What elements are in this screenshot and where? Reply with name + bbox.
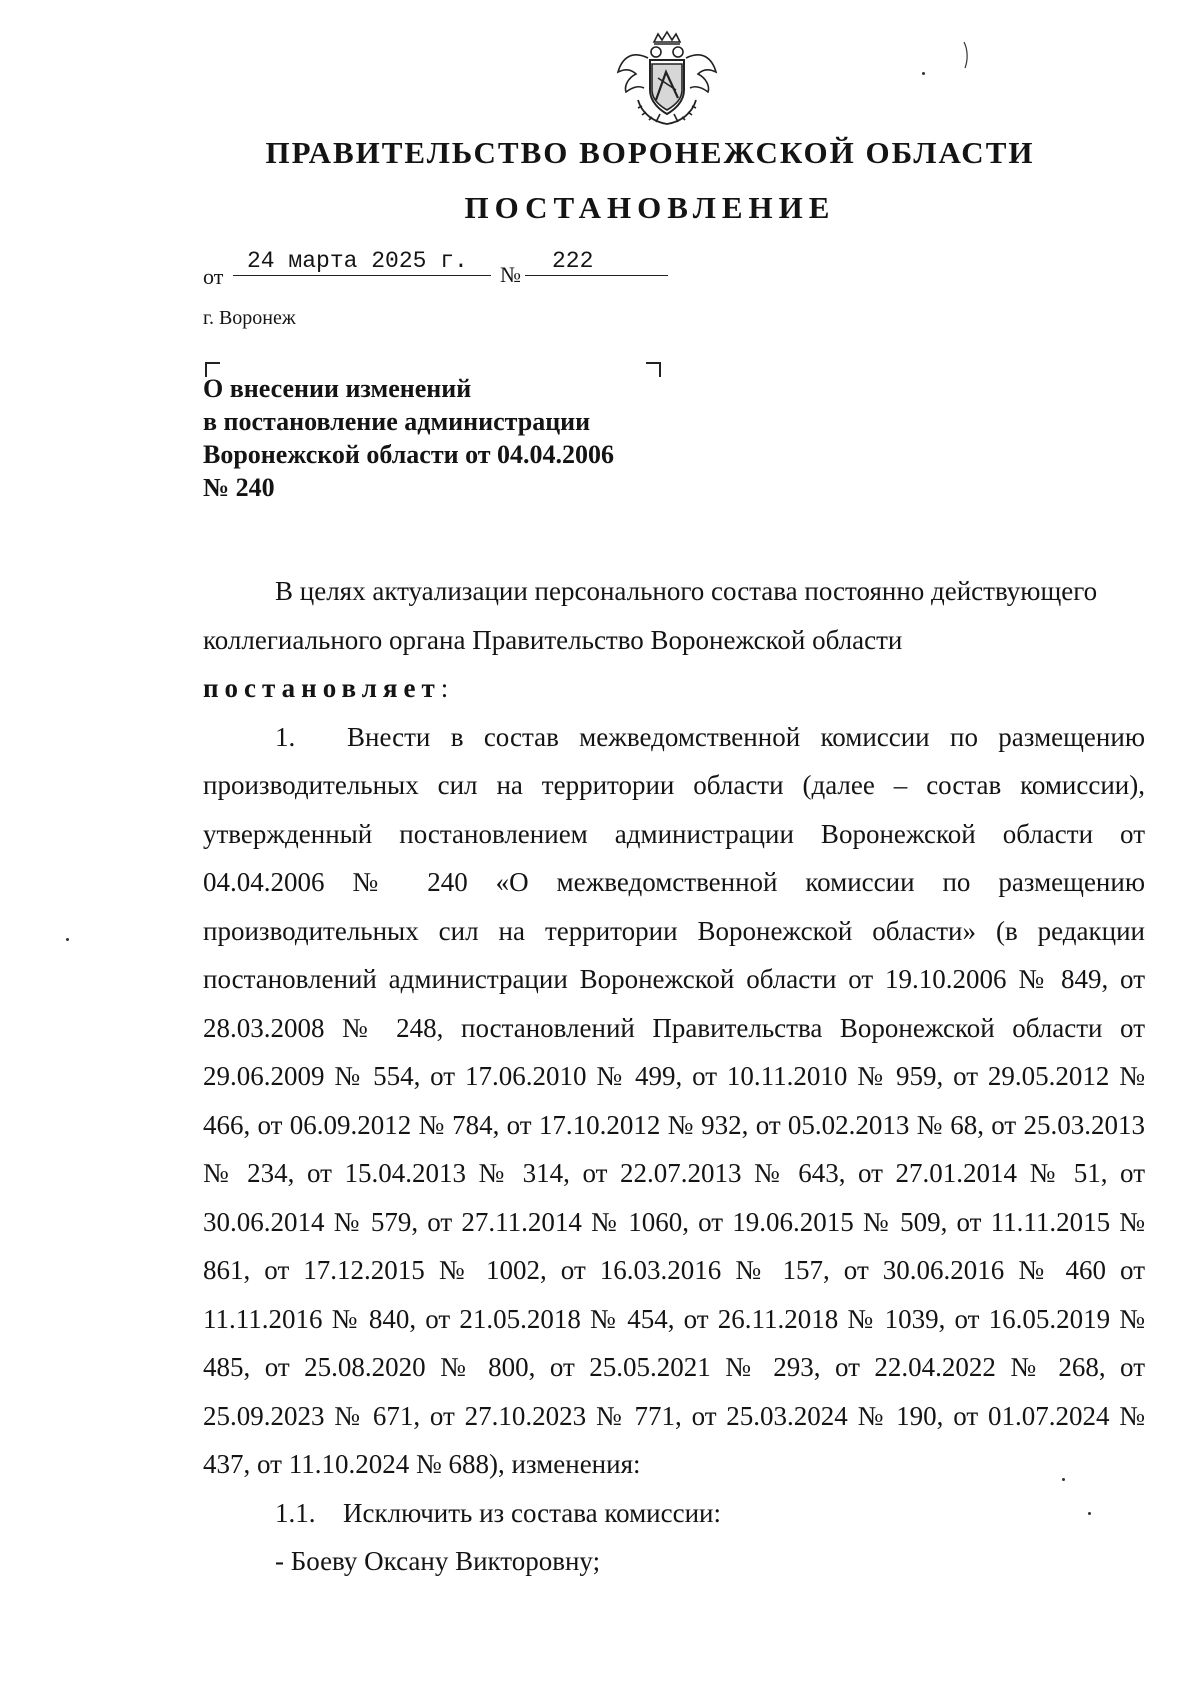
item-1-1 xyxy=(203,1489,1145,1538)
scan-speck xyxy=(1088,1512,1091,1515)
item-1-text: Внести в состав межведомственной комиссии по размещению производительных сил на территории области (далее – состав комиссии), утвержденный постановлением администрации Воронежской области от 04.04.2006 № 240 «О межведомственной комиссии по размещению производительных сил на территории Воронежской области» (в редакции постановлений администрации Воронежской области от 19.10.2006 № 849, от 28.03.2008 № 248, постановлений Правительства Воронежской области от 29.06.2009 № 554, от 17.06.2010 № 499, от 10.11.2010 № 959, от 29.05.2012 № 466, от 06.09.2012 № 784, от 17.10.2012 № 932, от 05.02.2013 № 68, от 25.03.2013 № 234, от 15.04.2013 № 314, от 22.07.2013 № 643, от 27.01.2014 № 51, от 30.06.2014 № 579, от 27.11.2014 № 1060, от 19.06.2015 № 509, от 11.11.2015 № 861, от 17.12.2015 № 1002, от 16.03.2016 № 157, от 30.06.2016 № 460 от 11.11.2016 № 840, от 21.05.2018 № 454, от 26.11.2018 № 1039, от 16.05.2019 № 485, от 25.08.2020 № 800, от 25.05.2021 № 293, от 22.04.2022 № 268, от 25.09.2023 № 671, от 27.10.2023 № 771, от 25.03.2024 № 190, от 01.07.2024 № 437, от 11.10.2024 № 688), изменения: xyxy=(203,721,1145,1479)
scan-speck xyxy=(1062,1478,1065,1481)
item-1-1-text: Исключить из состава комиссии: xyxy=(343,1497,721,1528)
subject-line: в постановление администрации xyxy=(203,407,591,436)
scan-speck xyxy=(66,938,69,941)
subject-line: № 240 xyxy=(203,473,275,502)
city: г. Воронеж xyxy=(203,307,296,329)
scan-mark xyxy=(962,40,972,70)
subject-line: Воронежской области от 04.04.2006 xyxy=(203,440,615,469)
government-title: ПРАВИТЕЛЬСТВО ВОРОНЕЖСКОЙ ОБЛАСТИ xyxy=(265,135,1035,170)
decree-line xyxy=(203,664,1145,713)
voronezh-coat-of-arms-icon xyxy=(612,28,722,128)
document-type: ПОСТАНОВЛЕНИЕ xyxy=(464,190,836,225)
preamble-line: коллегиального органа Правительство Воронежской области xyxy=(203,624,903,655)
excluded-person: - Боеву Оксану Викторовну; xyxy=(275,1546,601,1576)
scan-speck xyxy=(922,72,925,75)
preamble-line: В целях актуализации персонального состава постоянно действующего xyxy=(275,576,1098,606)
item-1-1-number: 1.1. xyxy=(275,1497,316,1528)
date-label: от xyxy=(203,264,224,289)
document-body xyxy=(203,567,1145,1586)
date-value: 24 марта 2025 г. xyxy=(233,248,491,276)
registration-line xyxy=(203,248,683,288)
number-value: 222 xyxy=(525,248,668,276)
decree-colon: : xyxy=(440,673,449,703)
number-label: № xyxy=(500,262,521,287)
subject-line: О внесении изменений xyxy=(203,374,472,403)
decree-word: постановляет xyxy=(203,673,441,703)
item-1 xyxy=(203,713,1145,1489)
subject-corner-mark-right xyxy=(646,362,661,377)
document-subject xyxy=(203,372,614,504)
item-1-number: 1. xyxy=(275,721,296,752)
